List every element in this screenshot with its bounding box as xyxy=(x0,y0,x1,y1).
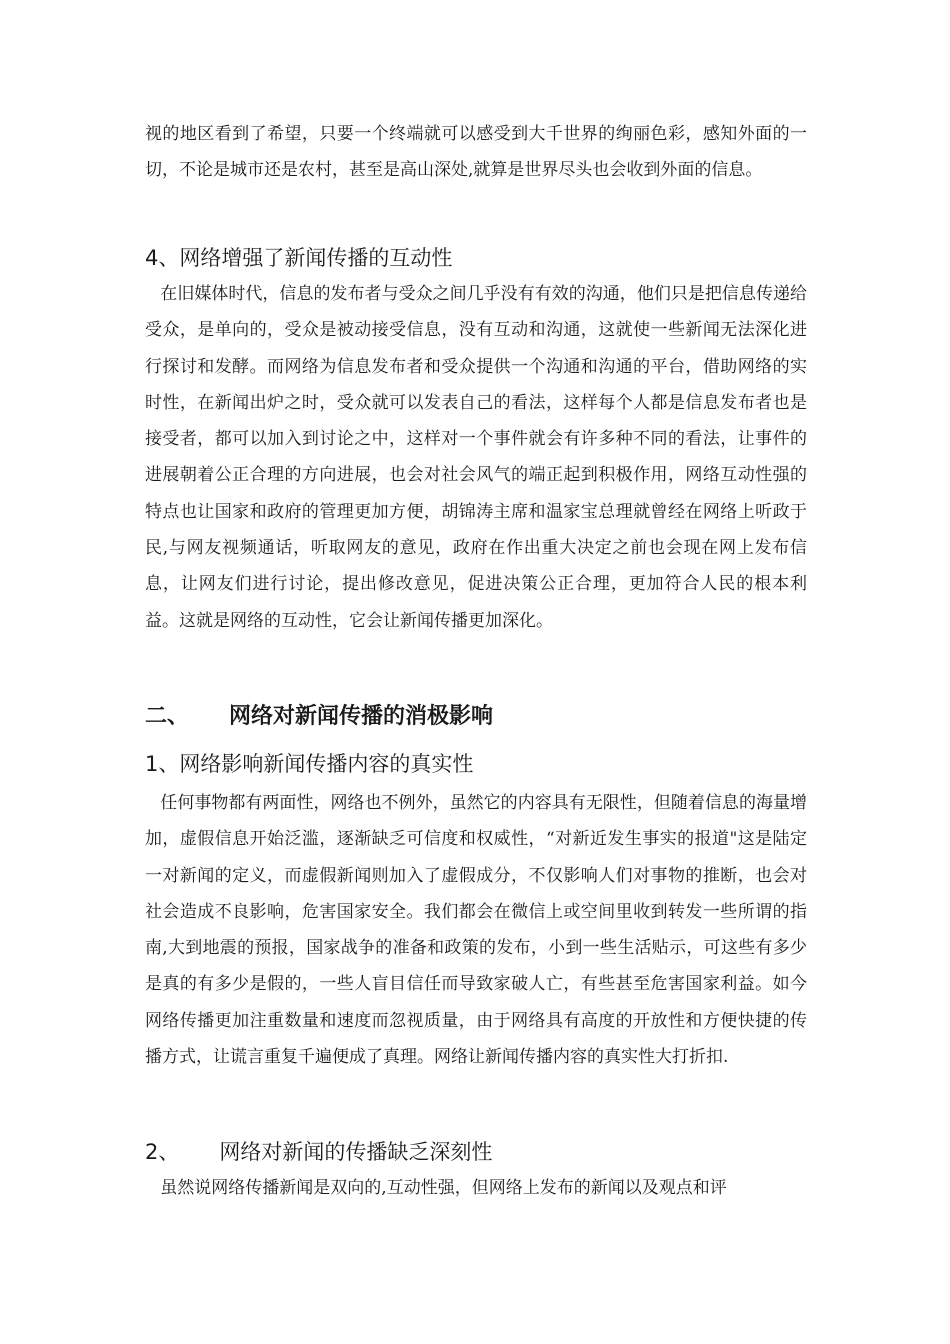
subheading-1: 1、网络影响新闻传播内容的真实性 xyxy=(145,752,474,776)
subheading-2-title: 网络对新闻的传播缺乏深刻性 xyxy=(219,1140,493,1164)
section-number: 二、 xyxy=(145,704,190,729)
paragraph-depth: 虽然说网络传播新闻是双向的,互动性强，但网络上发布的新闻以及观点和评 xyxy=(160,1178,727,1198)
paragraph-continuation: 视的地区看到了希望，只要一个终端就可以感受到大千世界的绚丽色彩，感知外面的一切，不论是城市还是农村，甚至是高山深处,就算是世界尽头也会收到外面的信息。 xyxy=(145,124,807,181)
paragraph-authenticity: 任何事物都有两面性，网络也不例外，虽然它的内容具有无限性，但随着信息的海量增加，虚假信息开始泛滥，逐渐缺乏可信度和权威性，“对新近发生事实的报道"这是陆定一对新闻的定义，而虚假新闻则加入了虚假成分，不仅影响人们对事物的推断，也会对社会造成不良影响，危害国家安全。我们都会在微信上或空间里收到转发一些所谓的指南,大到地震的预报，国家战争的准备和政策的发布，小到一些生活贴示，可这些有多少是真的有多少是假的，一些人盲目信任而导致家破人亡，有些甚至危害国家利益。如今网络传播更加注重数量和速度而忽视质量，由于网络具有高度的开放性和方便快捷的传播方式，让谎言重复千遍便成了真理。网络让新闻传播内容的真实性大打折扣. xyxy=(145,793,807,1068)
subheading-2-number: 2、 xyxy=(145,1140,180,1164)
subheading-2 xyxy=(145,1132,807,1172)
paragraph-interactivity: 在旧媒体时代，信息的发布者与受众之间几乎没有有效的沟通，他们只是把信息传递给受众，是单向的，受众是被动接受信息，没有互动和沟通，这就使一些新闻无法深化进行探讨和发酵。而网络为信息发布者和受众提供一个沟通和沟通的平台，借助网络的实时性，在新闻出炉之时，受众就可以发表自己的看法，这样每个人都是信息发布者也是接受者，都可以加入到讨论之中，这样对一个事件就会有许多种不同的看法，让事件的进展朝着公正合理的方向进展，也会对社会风气的端正起到积极作用，网络互动性强的特点也让国家和政府的管理更加方便，胡锦涛主席和温家宝总理就曾经在网络上听政于民,与网友视频通话，听取网友的意见，政府在作出重大决定之前也会现在网上发布信息，让网友们进行讨论，提出修改意见，促进决策公正合理，更加符合人民的根本利益。这就是网络的互动性，它会让新闻传播更加深化。 xyxy=(145,284,807,631)
section-heading-2 xyxy=(145,694,807,740)
section-title: 网络对新闻传播的消极影响 xyxy=(229,704,494,729)
subheading-4: 4、网络增强了新闻传播的互动性 xyxy=(145,246,453,270)
